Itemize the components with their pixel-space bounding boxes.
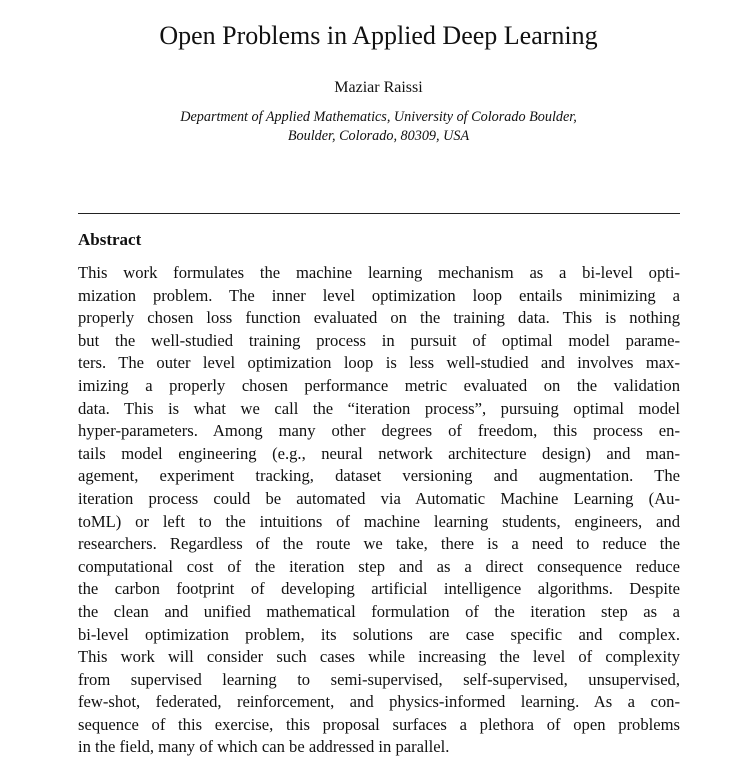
abstract-line: data. This is what we call the “iteration process”, pursuing optimal model — [78, 398, 680, 418]
abstract-heading: Abstract — [78, 230, 142, 249]
abstract-line: This work formulates the machine learning mechanism as a bi-level opti- — [78, 263, 680, 282]
abstract-line: This work will consider such cases while increasing the level of complexity — [78, 647, 680, 667]
affiliation-line: Boulder, Colorado, 80309, USA — [287, 128, 470, 144]
paper-title: Open Problems in Applied Deep Learning — [159, 21, 598, 50]
abstract-line: mization problem. The inner level optimization loop entails minimizing a — [78, 285, 680, 305]
abstract-line: researchers. Regardless of the route we take, there is a need to reduce the — [78, 534, 680, 554]
abstract-line: agement, experiment tracking, dataset versioning and augmentation. The — [78, 466, 680, 486]
abstract-line: but the well-studied training process in pursuit of optimal model parame- — [78, 330, 680, 350]
abstract-line: toML) or left to the intuitions of machine learning students, engineers, and — [78, 511, 680, 531]
abstract-line: computational cost of the iteration step and as a direct consequence reduce — [78, 556, 680, 576]
abstract-line: imizing a properly chosen performance metric evaluated on the validation — [78, 375, 680, 395]
section-divider — [78, 213, 680, 214]
affiliation — [60, 108, 697, 146]
abstract-line: hyper-parameters. Among many other degrees of freedom, this process en- — [78, 421, 680, 441]
abstract-line: properly chosen loss function evaluated on the training data. This is nothing — [78, 308, 680, 328]
affiliation-line: Department of Applied Mathematics, University of Colorado Boulder, — [180, 109, 577, 125]
author-name: Maziar Raissi — [334, 79, 423, 96]
abstract-line: tails model engineering (e.g., neural network architecture design) and man- — [78, 443, 680, 463]
abstract-line: sequence of this exercise, this proposal surfaces a plethora of open problems — [78, 714, 680, 734]
abstract-line: from supervised learning to semi-supervised, self-supervised, unsupervised, — [78, 669, 680, 689]
abstract-line: the clean and unified mathematical formulation of the iteration step as a — [78, 601, 680, 621]
abstract-line: iteration process could be automated via Automatic Machine Learning (Au- — [78, 488, 680, 508]
abstract-line: the carbon footprint of developing artificial intelligence algorithms. Despite — [78, 579, 680, 599]
abstract-line: few-shot, federated, reinforcement, and physics-informed learning. As a con- — [78, 692, 680, 712]
abstract-line: bi-level optimization problem, its solutions are case specific and complex. — [78, 624, 680, 644]
abstract-line: ters. The outer level optimization loop is less well-studied and involves max- — [78, 353, 680, 373]
abstract-line: in the field, many of which can be addressed in parallel. — [78, 737, 450, 757]
abstract-body — [78, 262, 680, 759]
